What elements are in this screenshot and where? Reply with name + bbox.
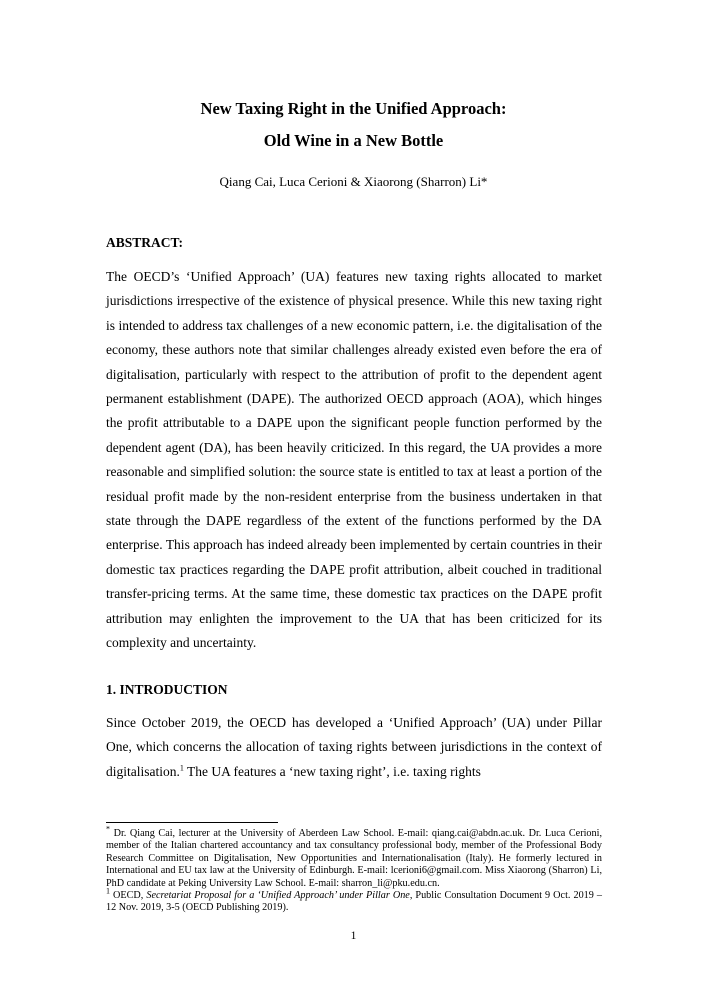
abstract-text: The OECD’s ‘Unified Approach’ (UA) features new taxing rights allocated to market jurisdictions irrespective of the existence of physical presence. While this new taxing right is intended to address tax challenges of a new economic pattern, i.e. the digitalisation of the economy, these authors note that similar challenges already existed even before the era of digitalisation, particularly with respect to the attribution of profit to the dependent agent permanent establishment (DAPE). The authorized OECD approach (AOA), which hinges the profit attributable to a DAPE upon the significant people function performed by the dependent agent (DA), has been heavily criticized. In this regard, the UA provides a more reasonable and simplified solution: the source state is entitled to tax at least a portion of the residual profit made by the non-resident enterprise from the business undertaken in that state through the DAPE regardless of the extent of the functions performed by the DA enterprise. This approach has indeed already been implemented by certain countries in their domestic tax practices regarding the DAPE profit attribution, albeit couched in traditional transfer-pricing terms. At the same time, these domestic tax practices on the DAPE profit attribution may enlighten the improvement to the UA that has been criticized for its complexity and uncertainty. xyxy=(106,269,602,651)
introduction-paragraph xyxy=(106,711,602,784)
footnote-1-text-before: OECD, xyxy=(110,890,147,901)
footnote-marker-1: 1 xyxy=(106,886,110,896)
footnote-marker-star: * xyxy=(106,824,110,834)
footnote-1-text-after: , Public Consultation Document 9 Oct. 2019 – 12 Nov. 2019, 3-5 (OECD Publishing 2019). xyxy=(106,890,602,914)
footnote-1-italic-title: Secretariat Proposal for a ‘Unified Approach’ under Pillar One xyxy=(146,890,410,901)
page-number: 1 xyxy=(350,930,357,942)
introduction-text-part-2: The UA features a ‘new taxing right’, i.e. taxing rights xyxy=(183,763,481,779)
footnote-reference-1[interactable]: 1 xyxy=(179,763,184,773)
abstract-heading: ABSTRACT: xyxy=(106,235,184,250)
paper-title-line-2: Old Wine in a New Bottle xyxy=(263,131,444,150)
author-list: Qiang Cai, Luca Cerioni & Xiaorong (Sharron) Li* xyxy=(219,174,488,189)
footnote-separator xyxy=(106,822,278,823)
footnote-author-info xyxy=(106,824,602,890)
footnote-1 xyxy=(106,886,602,915)
introduction-text-part-1: Since October 2019, the OECD has developed a ‘Unified Approach’ (UA) under Pillar One, which concerns the allocation of taxing rights between jurisdictions in the context of digitalisation. xyxy=(106,715,602,779)
footnote-author-text: Dr. Qiang Cai, lecturer at the University of Aberdeen Law School. E-mail: qiang.cai@abdn.ac.uk. Dr. Luca Cerioni, member of the Italian chartered accountancy and tax consultancy professional body, member of the Professional Body Research Committee on Digitalisation, New Opportunities and Internationalisation (Italy). He formerly lectured in International and EU tax law at the University of Edinburgh. E-mail: lcerioni6@gmail.com. Miss Xiaorong (Sharron) Li, PhD candidate at Peking University Law School. E-mail: sharron_li@pku.edu.cn. xyxy=(106,828,602,889)
introduction-heading: 1. INTRODUCTION xyxy=(106,682,228,697)
paper-title-line-1: New Taxing Right in the Unified Approach: xyxy=(200,99,507,118)
